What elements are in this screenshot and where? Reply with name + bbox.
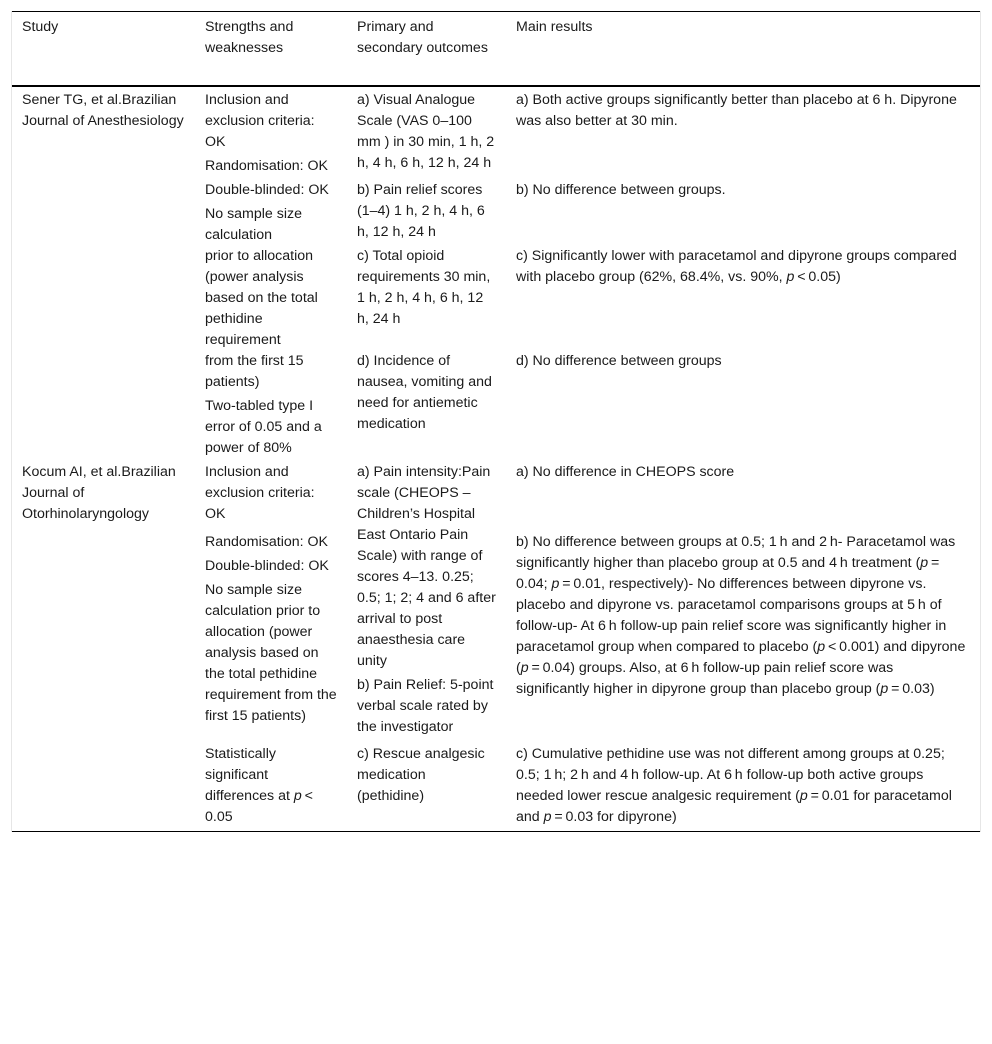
- strengths-cell: [195, 246, 347, 351]
- header-outcomes: Primary and secondary outcomes: [357, 19, 488, 56]
- result-item: b) No difference between groups.: [516, 182, 726, 198]
- header-study: Study: [22, 19, 59, 35]
- strengths-cell: [195, 741, 347, 832]
- study-citation: Kocum AI, et al.Brazilian Journal of Otorhinolaryngology: [22, 464, 176, 522]
- outcome-cell: [347, 180, 506, 246]
- comparison-table-container: [11, 11, 981, 832]
- table-row: [12, 462, 980, 529]
- table-row: [12, 86, 980, 180]
- result-item: a) No difference in CHEOPS score: [516, 464, 735, 480]
- study-cell: [12, 86, 195, 462]
- strength-item: Two-tabled type I error of 0.05 and a power of 80%: [205, 398, 322, 456]
- strengths-cell: [195, 351, 347, 462]
- outcome-cell: [347, 351, 506, 462]
- result-item: a) Both active groups significantly better than placebo at 6 h. Dipyrone was also better at 30 min.: [516, 92, 957, 129]
- result-cell: [506, 180, 980, 246]
- result-text: c) Significantly lower with paracetamol and dipyrone groups compared with placebo group (62%, 68.4%, vs. 90%, p < 0.05): [516, 248, 957, 285]
- table-header-row: [12, 12, 980, 87]
- result-cell: [506, 246, 980, 351]
- strength-item: Inclusion and exclusion criteria: OK: [205, 464, 315, 522]
- result-text: b) No difference between groups at 0.5; 1 h and 2 h- Paracetamol was significantly higher than placebo group at 0.5 and 4 h treatment (p = 0.04; p = 0.01, respectively)- No differences between dipyrone vs. placebo and dipyrone vs. paracetamol comparisons groups at 5 h of follow-up- At 6 h follow-up pain relief score was significantly higher in paracetamol group when compared to placebo (p < 0.001) and dipyrone (p = 0.04) groups. Also, at 6 h follow-up pain relief score was significantly higher in dipyrone group than placebo group (p = 0.03): [516, 533, 966, 697]
- outcome-item: d) Incidence of nausea, vomiting and need for antiemetic medication: [357, 353, 492, 432]
- strength-item: Randomisation: OK: [205, 158, 329, 174]
- result-cell: [506, 462, 980, 529]
- strength-item: No sample size calculation prior to allocation (power analysis based on the total pethidine requirement from the first 15 patients): [205, 581, 337, 724]
- outcome-item: b) Pain relief scores (1–4) 1 h, 2 h, 4 h, 6 h, 12 h, 24 h: [357, 182, 485, 240]
- outcome-item: b) Pain Relief: 5-point verbal scale rated by the investigator: [357, 677, 494, 735]
- strengths-cell: [195, 86, 347, 180]
- result-cell: [506, 741, 980, 832]
- result-item: d) No difference between groups: [516, 353, 722, 369]
- strength-item: Inclusion and exclusion criteria: OK: [205, 92, 315, 150]
- study-comparison-table: [12, 11, 980, 832]
- strengths-cell: [195, 529, 347, 741]
- header-main-results: Main results: [516, 19, 593, 35]
- strength-item: Double-blinded: OK: [205, 182, 329, 198]
- result-item: [516, 532, 970, 700]
- strengths-cell: [195, 462, 347, 529]
- outcome-cell: [347, 86, 506, 180]
- strength-item: Randomisation: OK: [205, 533, 329, 550]
- outcome-cell: [347, 741, 506, 832]
- result-item: [516, 744, 970, 828]
- study-cell: [12, 462, 195, 832]
- strength-item: prior to allocation (power analysis based on the total pethidine requirement: [205, 248, 318, 348]
- outcome-item: c) Rescue analgesic medication (pethidine): [357, 746, 485, 804]
- strengths-cell: [195, 180, 347, 246]
- strength-item: from the first 15 patients): [205, 353, 304, 390]
- result-item: [516, 246, 970, 288]
- outcome-item: c) Total opioid requirements 30 min, 1 h, 2 h, 4 h, 6 h, 12 h, 24 h: [357, 248, 491, 327]
- outcome-item: a) Pain intensity:Pain scale (CHEOPS – Children’s Hospital East Ontario Pain Scale) with range of scores 4–13. 0.25; 0.5; 1; 2; 4 and 6 after arrival to post anaesthesia care unity: [357, 464, 496, 669]
- strength-item: [205, 744, 337, 828]
- strength-item: No sample size calculation: [205, 206, 302, 243]
- strength-text: Statistically significant differences at p < 0.05: [205, 746, 316, 825]
- outcome-item: a) Visual Analogue Scale (VAS 0–100 mm ) in 30 min, 1 h, 2 h, 4 h, 6 h, 12 h, 24 h: [357, 92, 495, 171]
- outcome-cell: [347, 462, 506, 741]
- outcome-cell: [347, 246, 506, 351]
- header-strengths-weaknesses: Strengths and weaknesses: [205, 19, 294, 56]
- result-cell: [506, 529, 980, 741]
- strength-item: Double-blinded: OK: [205, 557, 329, 574]
- result-cell: [506, 86, 980, 180]
- result-text: c) Cumulative pethidine use was not different among groups at 0.25; 0.5; 1 h; 2 h and 4 h follow-up. At 6 h follow-up both active groups needed lower rescue analgesic requirement (p = 0.01 for paracetamol and p = 0.03 for dipyrone): [516, 746, 952, 825]
- study-citation: Sener TG, et al.Brazilian Journal of Anesthesiology: [22, 92, 184, 129]
- result-cell: [506, 351, 980, 462]
